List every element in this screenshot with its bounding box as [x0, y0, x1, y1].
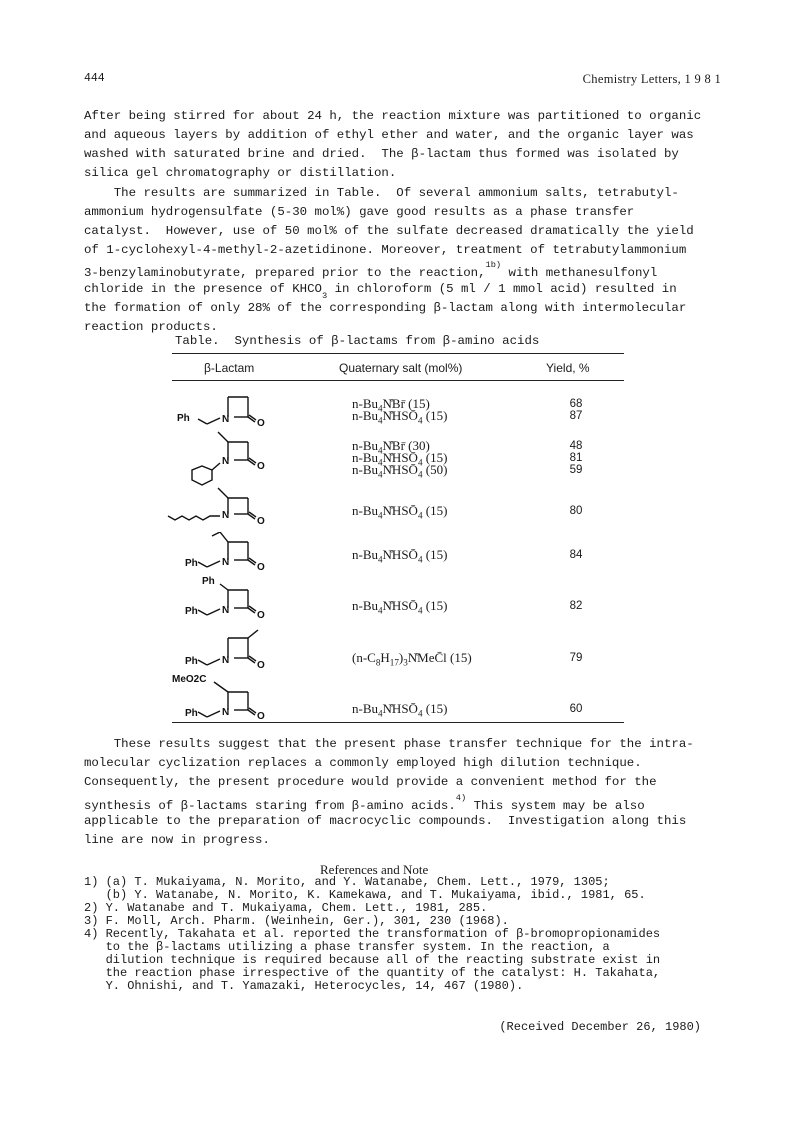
lactam-structure-n-benzyl [164, 384, 284, 432]
atom-label: O [257, 461, 265, 472]
salt-cell: $n-Bu_4N̊HSŌ_4$ (15) [352, 598, 448, 616]
atom-label: N [222, 510, 230, 521]
reference-item: 2) Y. Watanabe and T. Mukaiyama, Chem. Lett., 1981, 285. [84, 901, 488, 915]
atom-label: N [222, 707, 230, 718]
lactam-structure-n-benzyl-4-phenyl [164, 574, 284, 622]
atom-label: O [257, 711, 265, 720]
substituent-label: Ph [185, 708, 198, 719]
yield-cell: 82 [569, 600, 583, 612]
salt-cell: $n-Bu_4N̊HSŌ_4$ (15) [352, 547, 448, 565]
reference-item: to the β-lactams utilizing a phase transfer system. In the reaction, a [84, 940, 610, 954]
paragraph-line: and aqueous layers by addition of ethyl ether and water, and the organic layer was [84, 128, 694, 142]
reference-item: (b) Y. Watanabe, N. Morito, K. Kamekawa, and T. Mukaiyama, ibid., 1981, 65. [84, 888, 646, 902]
reference-item: dilution technique is required because all of the reacting substrate exist in [84, 953, 661, 967]
col-header-lactam: β-Lactam [204, 361, 255, 375]
yield-cell: 79 [569, 652, 583, 664]
yield-cell: 84 [569, 549, 583, 561]
paragraph-line: ammonium hydrogensulfate (5-30 mol%) gave good results as a phase transfer [84, 205, 635, 219]
paragraph-line: molecular cyclization replaces a commonly employed high dilution technique. [84, 756, 642, 770]
atom-label: O [257, 562, 265, 573]
atom-label: N [222, 605, 230, 616]
salt-cell: $n-Bu_4N̊Br̄$ (15) [352, 396, 430, 414]
lactam-structure-n-octyl [164, 486, 284, 532]
paragraph-line: Consequently, the present procedure would provide a convenient method for the [84, 775, 657, 789]
yield-cell: 60 [569, 703, 583, 715]
lactam-structure-n-cyclohexyl-4-methyl [164, 430, 284, 488]
yield-cell: 48 [569, 440, 583, 452]
substituent-label: Ph [185, 606, 198, 617]
reference-item: 4) Recently, Takahata et al. reported the transformation of β-bromopropionamides [84, 927, 661, 941]
table-top-rule [172, 353, 624, 354]
yield-cell: 80 [569, 505, 583, 517]
atom-label: N [222, 456, 230, 467]
substituent-label: Ph [202, 576, 215, 587]
yield-cell: 81 [569, 452, 583, 464]
footnote-ref: 4) [455, 793, 467, 803]
reference-item: Y. Ohnishi, and T. Yamazaki, Heterocycles, 14, 467 (1980). [84, 979, 524, 993]
footnote-ref: 1b) [485, 260, 502, 270]
atom-label: N [222, 655, 230, 666]
paragraph-line: The results are summarized in Table. Of several ammonium salts, tetrabutyl- [84, 186, 679, 200]
reference-item: 1) (a) T. Mukaiyama, N. Morito, and Y. Watanabe, Chem. Lett., 1979, 1305; [84, 875, 610, 889]
salt-cell: $(n-C_8H_{17})_3N̊MeC̄l$ (15) [352, 650, 472, 668]
salt-cell: $n-Bu_4N̊HSŌ_4$ (15) [352, 450, 448, 468]
substituent-label: MeO2C [172, 674, 207, 685]
paragraph-line: After being stirred for about 24 h, the reaction mixture was partitioned to organic [84, 109, 702, 123]
page-number: 444 [84, 72, 105, 85]
yield-cell: 68 [569, 398, 583, 410]
salt-cell: $n-Bu_4N̊HSŌ_4$ (15) [352, 408, 448, 426]
lactam-structure-n-benzyl-4-ester [164, 672, 284, 720]
reference-item: 3) F. Moll, Arch. Pharm. (Weinhein, Ger.), 301, 230 (1968). [84, 914, 509, 928]
atom-label: O [257, 660, 265, 671]
received-date: (Received December 26, 1980) [499, 1020, 701, 1034]
substituent-label: Ph [177, 413, 190, 424]
paragraph-line: synthesis of β-lactams staring from β-amino acids.$^{4)}$ This system may be also [84, 793, 645, 814]
salt-cell: $n-Bu_4N̊HSŌ_4$ (15) [352, 503, 448, 521]
paragraph-line: the formation of only 28% of the corresponding β-lactam along with intermolecular [84, 301, 687, 315]
salt-cell: $n-Bu_4N̊HSŌ_4$ (15) [352, 701, 448, 719]
table-header-rule [172, 380, 624, 381]
paragraph-line: 3-benzylaminobutyrate, prepared prior to the reaction,$^{1b)}$ with methanesulfonyl [84, 260, 658, 281]
paragraph-line: chloride in the presence of $KHCO_3$ in chloroform (5 ml / 1 mmol acid) resulted in [84, 282, 677, 302]
paragraph-line: of 1-cyclohexyl-4-methyl-2-azetidinone. Moreover, treatment of tetrabutylammonium [84, 243, 687, 257]
table-caption: Table. Synthesis of β-lactams from β-amino acids [175, 334, 540, 348]
lactam-structure-n-benzyl-4-ethyl [164, 532, 284, 574]
paragraph-line: washed with saturated brine and dried. The β-lactam thus formed was isolated by [84, 147, 679, 161]
paragraph-line: silica gel chromatography or distillation. [84, 166, 397, 180]
paragraph-line: catalyst. However, use of 50 mol% of the sulfate decreased dramatically the yield [84, 224, 694, 238]
journal-header: Chemistry Letters, 1 9 8 1 [582, 72, 721, 86]
paragraph-line: line are now in progress. [84, 833, 270, 847]
yield-cell: 59 [569, 464, 583, 476]
atom-label: O [257, 516, 265, 527]
salt-cell: $n-Bu_4N̊Br̄$ (30) [352, 438, 430, 456]
col-header-yield: Yield, % [546, 361, 590, 375]
paragraph-line: applicable to the preparation of macrocyclic compounds. Investigation along this [84, 814, 687, 828]
atom-label: N [222, 414, 230, 425]
reference-item: the reaction phase irrespective of the quantity of the catalyst: H. Takahata, [84, 966, 661, 980]
atom-label: N [222, 557, 230, 568]
yield-cell: 87 [569, 410, 583, 422]
paragraph-line: These results suggest that the present phase transfer technique for the intra- [84, 737, 694, 751]
lactam-structure-n-benzyl-3-methyl [164, 626, 284, 672]
salt-cell: $n-Bu_4N̊HSŌ_4$ (50) [352, 462, 448, 480]
substituent-label: Ph [185, 656, 198, 667]
atom-label: O [257, 610, 265, 621]
substituent-label: Ph [185, 558, 198, 569]
atom-label: O [257, 418, 265, 429]
table-bottom-rule [172, 722, 624, 723]
paragraph-line: reaction products. [84, 320, 218, 334]
col-header-salt: Quaternary salt (mol%) [339, 361, 463, 375]
references-title: References and Note [320, 862, 429, 877]
